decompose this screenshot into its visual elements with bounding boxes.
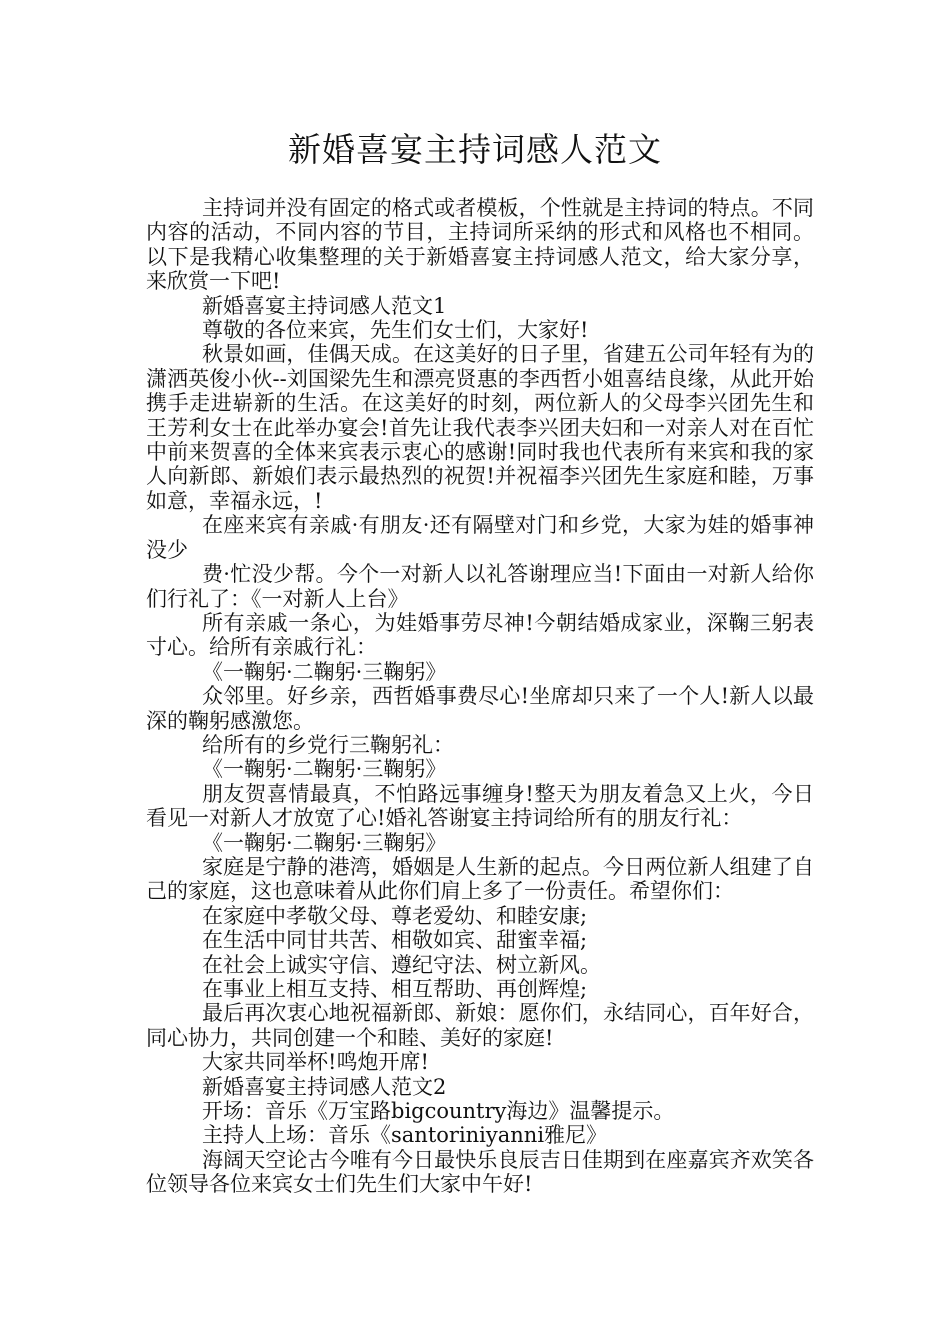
paragraph: 在生活中同甘共苦、相敬如宾、甜蜜幸福; [202,928,588,953]
paragraph: 《一鞠躬·二鞠躬·三鞠躬》 [202,757,447,782]
paragraph: 尊敬的各位来宾，先生们女士们，大家好! [202,318,589,343]
paragraph: 《一鞠躬·二鞠躬·三鞠躬》 [202,659,447,684]
paragraph: 在座来宾有亲戚·有朋友·还有隔壁对门和乡党，大家为娃的婚事神没少 [146,513,814,562]
section-heading: 新婚喜宴主持词感人范文2 [202,1074,447,1099]
paragraph: 最后再次衷心地祝福新郎、新娘：愿你们，永结同心，百年好合，同心协力，共同创建一个和睦、美好的家庭! [146,1001,814,1050]
paragraph: 主持人上场：音乐《santoriniyanni雅尼》 [202,1123,608,1148]
paragraph: 所有亲戚一条心，为娃婚事劳尽神!今朝结婚成家业，深鞠三躬表寸心。给所有亲戚行礼： [146,610,814,660]
paragraph: 《一鞠躬·二鞠躬·三鞠躬》 [202,830,447,855]
paragraph: 给所有的乡党行三鞠躬礼： [202,732,454,757]
paragraph: 众邻里。好乡亲，西哲婚事费尽心!坐席却只来了一个人!新人以最深的鞠躬感激您。 [146,684,814,733]
paragraph: 秋景如画，佳偶天成。在这美好的日子里，省建五公司年轻有为的潇洒英俊小伙--刘国梁先生和漂亮贤惠的李西哲小姐喜结良缘，从此开始携手走进崭新的生活。在这美好的时刻，两位新人的父母李兴团先生和王芳利女士在此举办宴会!首先让我代表李兴团夫妇和一对亲人对在百忙中前来贺喜的全体来宾表示衷心的感谢!同时我也代表所有来宾和我的家人向新郎、新娘们表示最热烈的祝贺!并祝福李兴团先生家庭和睦，万事如意，幸福永远，! [146,342,814,513]
paragraph: 家庭是宁静的港湾，婚姻是人生新的起点。今日两位新人组建了自己的家庭，这也意味着从此你们肩上多了一份责任。希望你们： [146,854,814,904]
paragraph: 海阔天空论古今唯有今日最快乐良辰吉日佳期到在座嘉宾齐欢笑各位领导各位来宾女士们先生们大家中午好! [146,1147,814,1197]
paragraph: 主持词并没有固定的格式或者模板，个性就是主持词的特点。不同内容的活动，不同内容的节目，主持词所采纳的形式和风格也不相同。以下是我精心收集整理的关于新婚喜宴主持词感人范文，给大家分享，来欣赏一下吧! [146,196,814,294]
paragraph: 在家庭中孝敬父母、尊老爱幼、和睦安康; [202,903,588,928]
paragraph: 在社会上诚实守信、遵纪守法、树立新风。 [202,952,601,977]
document-body [146,196,814,1197]
paragraph: 开场：音乐《万宝路bigcountry海边》温馨提示。 [202,1099,675,1124]
paragraph: 朋友贺喜情最真，不怕路远事缠身!整天为朋友着急又上火，今日看见一对新人才放宽了心!婚礼答谢宴主持词给所有的朋友行礼： [146,781,814,831]
document-title: 新婚喜宴主持词感人范文 [288,130,662,169]
section-heading: 新婚喜宴主持词感人范文1 [202,293,447,318]
paragraph: 在事业上相互支持、相互帮助、再创辉煌; [202,977,588,1001]
paragraph: 费·忙没少帮。今个一对新人以礼答谢理应当!下面由一对新人给你们行礼了：《一对新人上台》 [146,562,814,611]
paragraph: 大家共同举杯!鸣炮开席! [202,1050,429,1075]
